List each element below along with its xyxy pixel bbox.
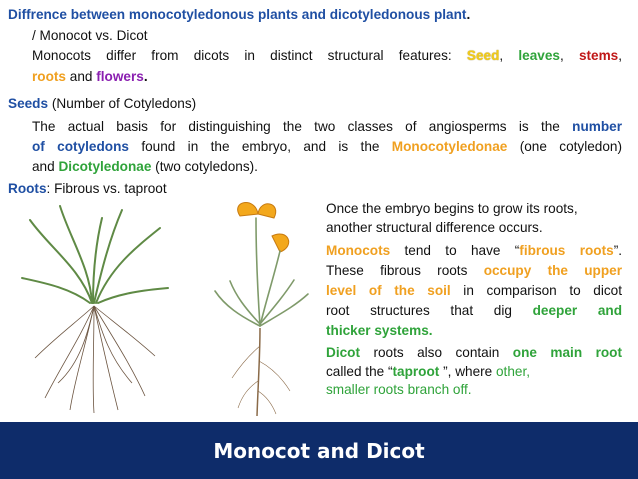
seeds-line-2	[32, 138, 622, 156]
seeds-paren: (Number of Cotyledons)	[51, 96, 197, 111]
monocot-illustration	[10, 198, 175, 418]
roots-word: roots	[32, 69, 66, 84]
seeds-text: (two cotyledons).	[155, 159, 258, 174]
seeds-label: Seeds	[8, 96, 49, 111]
of-cotyledons: of cotyledons	[32, 139, 129, 154]
right-text: in comparison to dicot	[463, 283, 623, 298]
intro-text: Monocots differ from dicots in distinct structural features:	[32, 48, 452, 63]
stems-word: stems	[578, 48, 619, 63]
monocots-word: Monocots	[326, 243, 391, 258]
roots-label: Roots	[8, 181, 47, 196]
right-line-2: another structural difference occurs.	[326, 220, 543, 235]
dicot-illustration	[200, 196, 320, 421]
seeds-heading	[8, 95, 196, 113]
leaves-word: leaves	[518, 48, 560, 63]
comma: ,	[499, 48, 504, 63]
footer-title: Monocot and Dicot	[213, 438, 425, 463]
right-line-10: smaller roots branch off.	[326, 382, 472, 397]
occupy-upper: occupy the upper	[483, 263, 623, 278]
footer-bar	[0, 422, 638, 479]
slide-heading	[8, 6, 470, 24]
seeds-text: (one cotyledon)	[519, 139, 622, 154]
dicotyledonae-word: Dicotyledonae	[58, 159, 152, 174]
fibrous-roots: fibrous roots	[519, 243, 614, 258]
right-line-6	[326, 302, 622, 320]
right-text: ”, where	[443, 364, 493, 379]
comma: ,	[559, 48, 564, 63]
and-word: and	[69, 69, 93, 84]
monocotyledonae-word: Monocotyledonae	[391, 139, 508, 154]
right-text: tend to have “	[404, 243, 520, 258]
flowers-word: flowers	[96, 69, 144, 84]
right-line-9	[326, 363, 530, 381]
number-word: number	[572, 119, 622, 134]
comma: ,	[618, 48, 623, 63]
dicot-word: Dicot	[326, 345, 360, 360]
roots-rest: : Fibrous vs. taproot	[46, 181, 167, 196]
right-line-5	[326, 282, 622, 300]
subtitle: / Monocot vs. Dicot	[32, 28, 148, 43]
intro-line-1	[32, 47, 622, 65]
right-line-8	[326, 344, 622, 362]
thicker-systems: thicker systems.	[326, 323, 433, 338]
heading-period: .	[466, 7, 471, 22]
seeds-text: The actual basis for distinguishing the two classes of angiosperms is the	[32, 119, 560, 134]
seeds-line-3	[32, 158, 258, 176]
right-text: root structures that dig	[326, 303, 512, 318]
one-main-root: one main root	[512, 345, 622, 360]
right-line-3	[326, 242, 622, 260]
period: .	[143, 69, 148, 84]
taproot-word: taproot	[392, 364, 440, 379]
deeper-and: deeper and	[532, 303, 623, 318]
right-line-4	[326, 262, 622, 280]
level-of-soil: level of the soil	[326, 283, 451, 298]
seeds-text: found in the embryo, and is the	[141, 139, 380, 154]
right-text: roots also contain	[373, 345, 500, 360]
roots-heading	[8, 180, 167, 198]
right-text: called the “	[326, 364, 393, 379]
right-text: ”.	[613, 243, 622, 258]
right-line-1: Once the embryo begins to grow its roots,	[326, 201, 578, 216]
and-word: and	[32, 159, 55, 174]
other-word: other,	[496, 364, 531, 379]
heading-title: Diffrence between monocotyledonous plants and dicotyledonous plant	[8, 7, 467, 22]
seed-word: Seed	[466, 48, 500, 63]
right-text: These fibrous roots	[326, 263, 468, 278]
seeds-line-1	[32, 118, 622, 136]
intro-line-2	[32, 68, 148, 86]
